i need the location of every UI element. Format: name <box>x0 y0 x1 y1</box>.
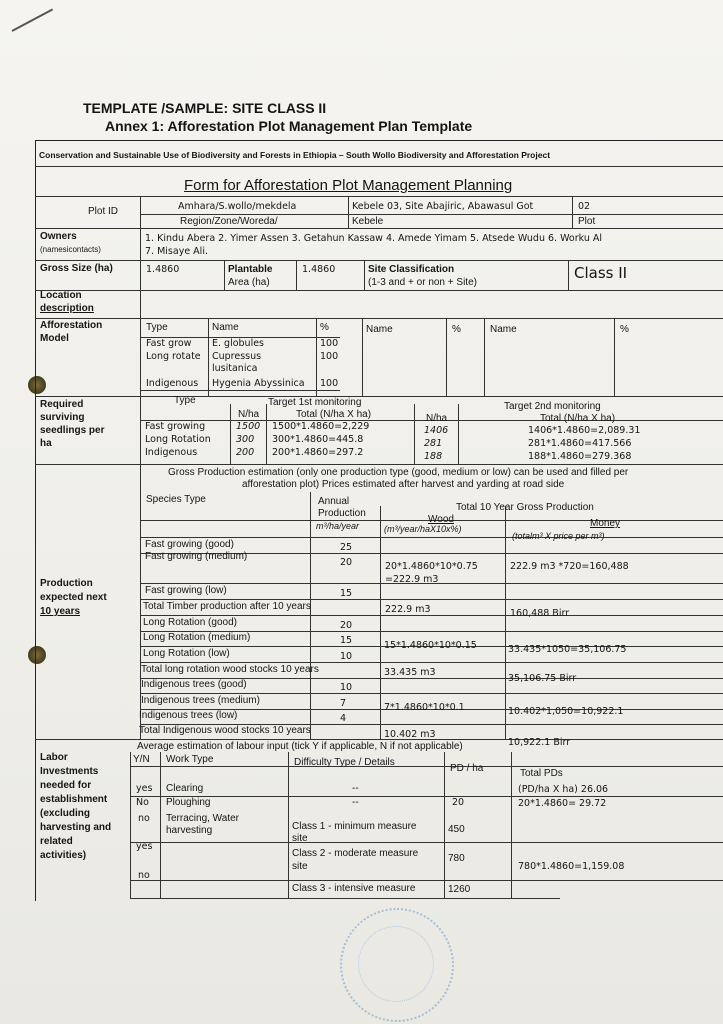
production-row-species: Total long rotation wood stocks 10 years <box>141 664 319 675</box>
region-value: Amhara/S.wollo/mekdela <box>178 201 297 212</box>
production-row-money: 10.402*1,050=10,922.1 <box>508 706 624 717</box>
seedlings-header-total-2: Total (N/ha X ha) <box>540 413 616 424</box>
kebele-value: Kebele 03, Site Abajiric, Abawasul Got <box>352 201 534 212</box>
owners-label: Owners <box>40 231 77 242</box>
production-row-money: 10,922.1 Birr <box>508 737 571 748</box>
seedlings-header-nha-2: N/ha <box>426 413 448 424</box>
production-row-species: Fast growing (medium) <box>145 551 248 562</box>
site-class-sublabel: (1-3 and + or non + Site) <box>368 277 477 288</box>
production-row-species: Total Indigenous wood stocks 10 years <box>139 725 311 736</box>
labor-row-difficulty: Class 2 - moderate measure <box>292 848 419 859</box>
labor-note: Average estimation of labour input (tick Y if applicable, N if not applicable) <box>137 741 463 752</box>
labor-label: related <box>40 836 73 847</box>
seedling-row-t1: 300*1.4860=445.8 <box>272 434 364 445</box>
production-note-1: Gross Production estimation (only one production type (good, medium or low) can be used and filled per <box>168 467 629 478</box>
seedling-row-n1: 200 <box>236 447 255 458</box>
project-name: Conservation and Sustainable Use of Biodiversity and Forests in Ethiopia – South Wollo Biodiversity and Afforestation Project <box>39 150 551 160</box>
production-row-species: Indigenous trees (medium) <box>141 695 260 706</box>
production-row-wood: 7*1.4860*10*0.1 <box>384 702 465 713</box>
production-header-annual: Annual <box>318 496 350 507</box>
plantable-area-label: Area (ha) <box>228 277 270 288</box>
seedling-row-n2: 1406 <box>424 425 449 436</box>
official-stamp-inner <box>358 926 434 1002</box>
labor-label: establishment <box>40 794 108 805</box>
production-row-species: Total Timber production after 10 years <box>143 601 311 612</box>
production-row-annual: 7 <box>340 698 347 709</box>
labor-label: harvesting and <box>40 822 112 833</box>
production-row-species: Long Rotation (medium) <box>143 632 251 643</box>
production-header-money-unit: (totalm³ X price per m³) <box>512 531 605 541</box>
production-row-annual: 10 <box>340 682 353 693</box>
model-row-type: Fast grow <box>146 338 192 349</box>
location-label: Location <box>40 290 82 301</box>
seedling-row-n2: 188 <box>424 451 443 462</box>
labor-row-pd: 780 <box>448 853 465 864</box>
model-header-name-3: Name <box>490 324 517 335</box>
seedling-row-n1: 300 <box>236 434 255 445</box>
pen-mark <box>12 9 54 32</box>
owners-sublabel: (namesicontacts) <box>40 245 101 254</box>
production-row-annual: 10 <box>340 651 353 662</box>
labor-label: (excluding <box>40 808 91 819</box>
production-header-wood-unit: (m³/year/haX10x%) <box>384 524 462 534</box>
production-row-wood: 10.402 m3 <box>384 729 436 740</box>
production-row-species: Indigenous trees (low) <box>139 710 238 721</box>
production-row-species: Fast growing (low) <box>145 585 227 596</box>
labor-label: needed for <box>40 780 92 791</box>
model-header-type: Type <box>146 322 168 333</box>
model-label-2: Model <box>40 333 69 344</box>
annex-title: Annex 1: Afforestation Plot Management Plan Template <box>105 118 473 134</box>
seedlings-header-target-2: Target 2nd monitoring <box>504 401 601 412</box>
seedling-row-type: Fast growing <box>145 421 206 432</box>
labor-row-pd: 450 <box>448 824 465 835</box>
production-header-money: Money <box>590 518 621 529</box>
production-row-wood: 15*1.4860*10*0.15 <box>384 640 477 651</box>
production-label: 10 years <box>40 606 81 617</box>
labor-row-yn: No <box>136 797 149 808</box>
seedling-row-t2: 1406*1.4860=2,089.31 <box>528 425 641 436</box>
seedlings-header-nha: N/ha <box>238 409 260 420</box>
model-row-name-2: lusitanica <box>212 363 258 374</box>
kebele-label: Kebele <box>352 216 384 227</box>
labor-row-difficulty-2: site <box>292 861 308 872</box>
production-header-wood: Wood <box>428 514 454 525</box>
production-row-wood-2: =222.9 m3 <box>385 574 439 585</box>
gross-size-value: 1.4860 <box>146 264 180 275</box>
owners-line-2: 7. Misaye Ali. <box>145 246 208 257</box>
model-row-pct: 100 <box>320 338 339 349</box>
plot-label: Plot <box>578 216 596 227</box>
production-row-wood: 20*1.4860*10*0.75 <box>385 561 478 572</box>
labor-row-difficulty: Class 3 - intensive measure <box>292 883 416 894</box>
plot-number-value: 02 <box>578 201 591 212</box>
seedling-row-type: Indigenous <box>145 447 198 458</box>
production-label: Production <box>40 578 93 589</box>
seedlings-header-type: Type <box>174 395 196 406</box>
labor-row-work: Terracing, Water <box>166 813 239 824</box>
model-row-pct: 100 <box>320 378 339 389</box>
production-row-annual: 15 <box>340 588 353 599</box>
form-title: Form for Afforestation Plot Management Planning <box>184 177 513 194</box>
model-label: Afforestation <box>40 320 103 331</box>
labor-label: Labor <box>40 752 68 763</box>
labor-row-difficulty: -- <box>352 783 359 794</box>
model-row-name: Hygenia Abyssinica <box>212 378 305 389</box>
production-row-money: 160,488 Birr <box>510 608 570 619</box>
production-row-annual: 20 <box>340 557 353 568</box>
site-class-value: Class II <box>574 264 628 282</box>
seedlings-header-target-1: Target 1st monitoring <box>268 397 362 408</box>
labor-row-work: Clearing <box>166 783 204 794</box>
production-row-money: 222.9 m3 *720=160,488 <box>510 561 629 572</box>
labor-header-total-3: 20*1.4860= 29.72 <box>518 798 607 809</box>
region-label: Region/Zone/Woreda/ <box>180 216 278 227</box>
production-row-species: Indigenous trees (good) <box>141 679 247 690</box>
seedlings-header-total: Total (N/ha X ha) <box>296 409 372 420</box>
seedlings-label: seedlings per <box>40 425 105 436</box>
seedling-row-type: Long Rotation <box>145 434 211 445</box>
seedling-row-t2: 281*1.4860=417.566 <box>528 438 632 449</box>
labor-row-total: 780*1.4860=1,159.08 <box>518 861 625 872</box>
production-row-annual: 15 <box>340 635 353 646</box>
labor-row-yn: yes <box>136 841 153 852</box>
plot-id-label: Plot ID <box>88 206 119 217</box>
model-row-type: Indigenous <box>146 378 199 389</box>
labor-row-yn: no <box>138 870 150 881</box>
labor-header-total: Total PDs <box>520 768 563 779</box>
model-row-name: E. globules <box>212 338 265 349</box>
labor-header-work: Work Type <box>166 754 214 765</box>
production-label: expected next <box>40 592 107 603</box>
seedlings-label: Required <box>40 399 84 410</box>
production-row-wood: 33.435 m3 <box>384 667 436 678</box>
production-header-total: Total 10 Year Gross Production <box>456 502 594 513</box>
labor-row-pd: 20 <box>452 797 465 808</box>
production-header-species: Species Type <box>146 494 206 505</box>
model-header-name-2: Name <box>366 324 393 335</box>
labor-row-difficulty: Class 1 - minimum measure <box>292 821 417 832</box>
labor-row-pd: 1260 <box>448 884 471 895</box>
production-header-annual-3: m³/ha/year <box>316 521 360 531</box>
gross-size-label: Gross Size (ha) <box>40 263 113 274</box>
seedling-row-t2: 188*1.4860=279.368 <box>528 451 632 462</box>
labor-header-pd: PD / ha <box>450 763 484 774</box>
labor-header-difficulty: Difficulty Type / Details <box>294 757 395 768</box>
model-header-pct-2: % <box>452 324 461 335</box>
labor-header-total-2: (PD/ha X ha) 26.06 <box>518 784 609 795</box>
production-row-annual: 4 <box>340 713 347 724</box>
model-row-pct: 100 <box>320 351 339 362</box>
production-row-species: Long Rotation (low) <box>143 648 230 659</box>
seedling-row-n1: 1500 <box>236 421 261 432</box>
production-row-species: Long Rotation (good) <box>143 617 237 628</box>
production-row-species: Fast growing (good) <box>145 539 234 550</box>
seedling-row-t1: 1500*1.4860=2,229 <box>272 421 370 432</box>
seedlings-label: ha <box>40 438 52 449</box>
model-row-type: Long rotate <box>146 351 201 362</box>
location-label-2: description <box>40 303 94 314</box>
labor-row-difficulty: -- <box>352 797 359 808</box>
production-header-annual-2: Production <box>318 508 366 519</box>
production-row-money: 35,106.75 Birr <box>508 673 577 684</box>
labor-label: activities) <box>40 850 87 861</box>
template-title: TEMPLATE /SAMPLE: SITE CLASS II <box>83 100 327 116</box>
model-header-name: Name <box>212 322 239 333</box>
labor-row-work-2: harvesting <box>166 825 213 836</box>
model-row-name: Cupressus <box>212 351 262 362</box>
labor-row-work: Ploughing <box>166 797 211 808</box>
production-note-2: afforestation plot) Prices estimated after harvest and yarding at road side <box>242 479 565 490</box>
production-row-money: 33.435*1050=35,106.75 <box>508 644 627 655</box>
site-class-label: Site Classification <box>368 264 455 275</box>
model-header-pct-3: % <box>620 324 629 335</box>
owners-line-1: 1. Kindu Abera 2. Yimer Assen 3. Getahun Kassaw 4. Amede Yimam 5. Atsede Wudu 6. Worku Al <box>145 233 603 244</box>
labor-header-yn: Y/N <box>133 754 150 765</box>
model-header-pct: % <box>320 322 329 333</box>
plantable-label: Plantable <box>228 264 273 275</box>
seedlings-label: surviving <box>40 412 85 423</box>
production-row-annual: 25 <box>340 542 353 553</box>
production-row-wood: 222.9 m3 <box>385 604 431 615</box>
labor-row-difficulty-2: site <box>292 833 308 844</box>
seedling-row-t1: 200*1.4860=297.2 <box>272 447 364 458</box>
labor-label: Investments <box>40 766 99 777</box>
seedling-row-n2: 281 <box>424 438 443 449</box>
labor-row-yn: yes <box>136 783 153 794</box>
production-row-annual: 20 <box>340 620 353 631</box>
labor-row-yn: no <box>138 813 150 824</box>
plantable-value: 1.4860 <box>302 264 336 275</box>
